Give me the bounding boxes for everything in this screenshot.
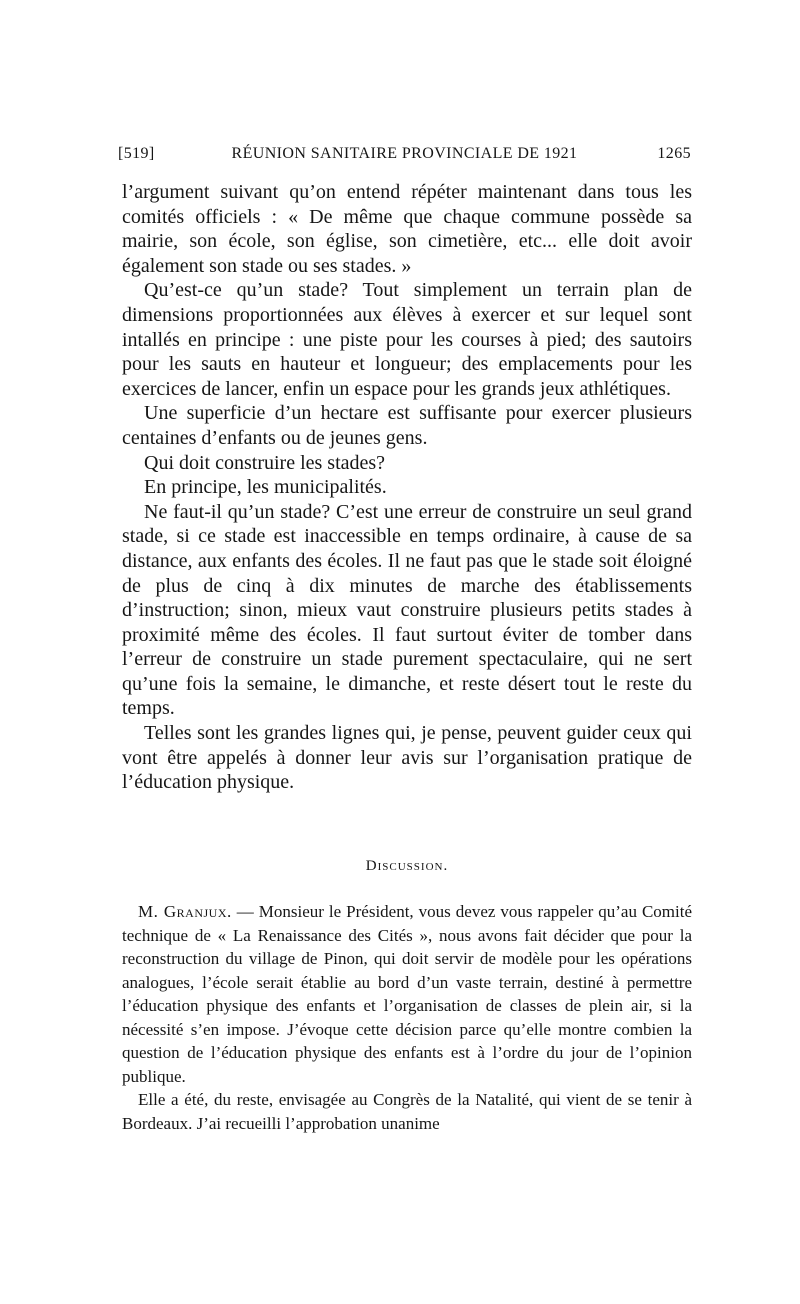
discussion-paragraph — [122, 900, 692, 1088]
paragraph: Une superficie d’un hectare est suffisante pour exercer plusieurs centaines d’enfants ou de jeunes gens. — [122, 402, 692, 449]
speaker-remark: — Monsieur le Président, vous devez vous rappeler qu’au Comité technique de « La Renaissance des Cités », nous avons fait décider que pour la reconstruction du village de Pinon, qui doit servir de modèle pour les opérations analogues, l’école serait établie au bord d’un vaste terrain, destiné à permettre l’éducation physique des enfants et l’organisation de classes de plein air, si la nécessité s’en impose. J’évoque cette décision parce qu’elle montre combien la question de l’éducation physique des enfants est à l’ordre du jour de l’opinion publique. — [122, 902, 692, 1086]
header-bracket-number: [519] — [118, 145, 155, 162]
paragraph: En principe, les municipalités. — [144, 476, 387, 499]
header-title: RÉUNION SANITAIRE PROVINCIALE DE 1921 — [231, 145, 578, 162]
main-text — [122, 180, 692, 795]
paragraph: Qui doit construire les stades? — [144, 451, 386, 474]
paragraph: Ne faut-il qu’un stade? C’est une erreur de construire un seul grand stade, si ce stade est inaccessible en temps ordinaire, à cause de sa distance, aux enfants des écoles. Il ne faut pas que le stade soit éloigné de plus de cinq à dix minutes de marche des établissements d’instruction; sinon, mieux vaut construire plusieurs petits stades à proximité même des écoles. Il faut surtout éviter de tomber dans l’erreur de construire un stade purement spectaculaire, qui ne sert qu’une fois la semaine, le dimanche, et reste désert tout le reste du temps. — [122, 500, 692, 720]
discussion-text — [122, 900, 692, 1135]
paragraph: l’argument suivant qu’on entend répéter maintenant dans tous les comités officiels : « De même que chaque commune possède sa mairie, son école, son église, son cimetière, etc... elle doit avoir également son stade ou ses stades. » — [122, 181, 692, 277]
running-header — [118, 145, 691, 169]
paragraph: Qu’est-ce qu’un stade? Tout simplement un terrain plan de dimensions proportionnées aux élèves à exercer et sur lequel sont intallés en principe : une piste pour les courses à pied; des sautoirs pour les sauts en hauteur et longueur; des emplacements pour les exercices de lancer, enfin un espace pour les grands jeux athlétiques. — [122, 279, 692, 400]
discussion-paragraph: Elle a été, du reste, envisagée au Congrès de la Natalité, qui vient de se tenir à Bordeaux. J’ai recueilli l’approbation unanime — [122, 1090, 692, 1133]
section-title: Discussion. — [365, 858, 449, 874]
paragraph: Telles sont les grandes lignes qui, je pense, peuvent guider ceux qui vont être appelés à donner leur avis sur l’organisation pratique de l’éducation physique. — [122, 722, 692, 794]
speaker-name: M. Granjux. — [138, 902, 232, 921]
page-number: 1265 — [657, 145, 691, 162]
